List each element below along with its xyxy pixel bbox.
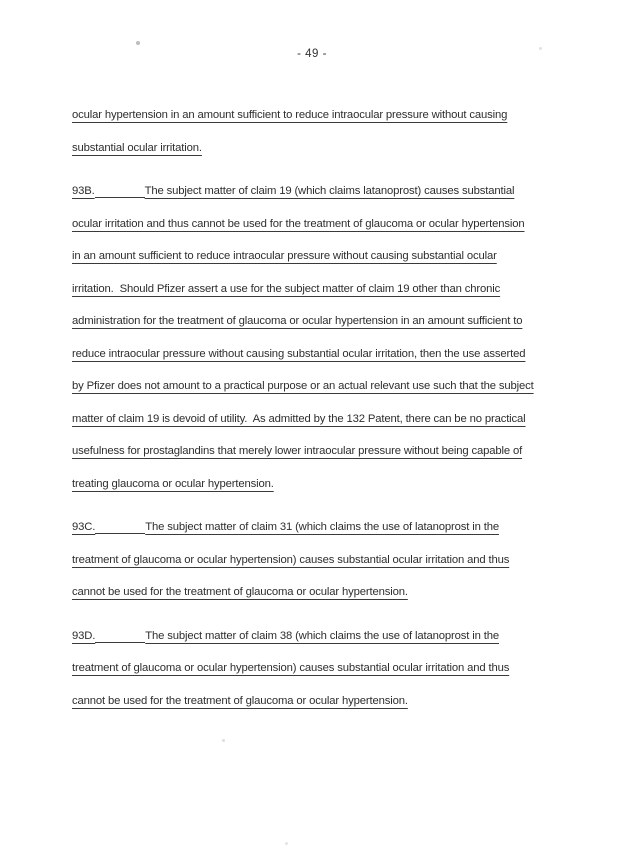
line-text: cannot be used for the treatment of glaucoma or ocular hypertension.	[72, 694, 408, 707]
paragraph-93c	[72, 511, 558, 609]
line-text: ocular hypertension in an amount sufficient to reduce intraocular pressure without causing	[72, 109, 508, 121]
text-line	[72, 132, 558, 165]
text-line	[72, 468, 558, 501]
line-text: by Pfizer does not amount to a practical purpose or an actual relevant use such that the subject	[72, 380, 534, 392]
text-line	[72, 403, 558, 436]
paragraph-number: 93D.	[72, 629, 96, 642]
line-text: matter of claim 19 is devoid of utility. As admitted by the 132 Patent, there can be no practical	[72, 412, 526, 425]
text-line	[72, 620, 558, 653]
text-line	[72, 99, 558, 132]
text-line	[72, 208, 558, 241]
paragraph-number: 93B.	[72, 185, 95, 197]
line-text: irritation. Should Pfizer assert a use for the subject matter of claim 19 other than chronic	[72, 282, 501, 295]
line-text: in an amount sufficient to reduce intraocular pressure without causing substantial ocular	[72, 250, 497, 262]
text-line	[72, 685, 558, 718]
text-line	[72, 544, 558, 577]
line-text: administration for the treatment of glaucoma or ocular hypertension in an amount sufficient to	[72, 315, 523, 327]
paragraph-continuation	[72, 99, 558, 164]
line-text: treating glaucoma or ocular hypertension.	[72, 477, 274, 490]
line-text: treatment of glaucoma or ocular hypertension) causes substantial ocular irritation and thus	[72, 553, 510, 566]
line-text: The subject matter of claim 31 (which claims the use of latanoprost in the	[145, 521, 499, 533]
scan-speck	[285, 842, 288, 845]
text-line	[72, 240, 558, 273]
text-line	[72, 305, 558, 338]
document-body	[72, 99, 558, 717]
text-line	[72, 435, 558, 468]
underlined-tab	[95, 529, 145, 534]
paragraph-93d	[72, 620, 558, 718]
text-line	[72, 511, 558, 544]
scan-speck	[136, 41, 140, 45]
underlined-tab	[95, 638, 145, 643]
scan-speck	[539, 47, 542, 50]
line-text: ocular irritation and thus cannot be used for the treatment of glaucoma or ocular hypertension	[72, 217, 525, 230]
text-line	[72, 370, 558, 403]
scan-speck	[222, 739, 225, 742]
page-number: - 49 -	[297, 48, 327, 60]
text-line	[72, 273, 558, 306]
text-line	[72, 652, 558, 685]
line-text: The subject matter of claim 38 (which claims the use of latanoprost in the	[145, 629, 499, 642]
line-text: cannot be used for the treatment of glaucoma or ocular hypertension.	[72, 586, 408, 598]
line-text: usefulness for prostaglandins that merely lower intraocular pressure without being capable of	[72, 445, 523, 457]
text-line	[72, 175, 558, 208]
line-text: The subject matter of claim 19 (which claims latanoprost) causes substantial	[144, 185, 515, 197]
line-text: treatment of glaucoma or ocular hypertension) causes substantial ocular irritation and thus	[72, 662, 510, 674]
line-text: substantial ocular irritation.	[72, 141, 202, 154]
underlined-tab	[95, 193, 145, 198]
text-line	[72, 338, 558, 371]
text-line	[72, 576, 558, 609]
line-text: reduce intraocular pressure without causing substantial ocular irritation, then the use asserted	[72, 347, 526, 360]
paragraph-93b	[72, 175, 558, 500]
paragraph-number: 93C.	[72, 521, 96, 533]
